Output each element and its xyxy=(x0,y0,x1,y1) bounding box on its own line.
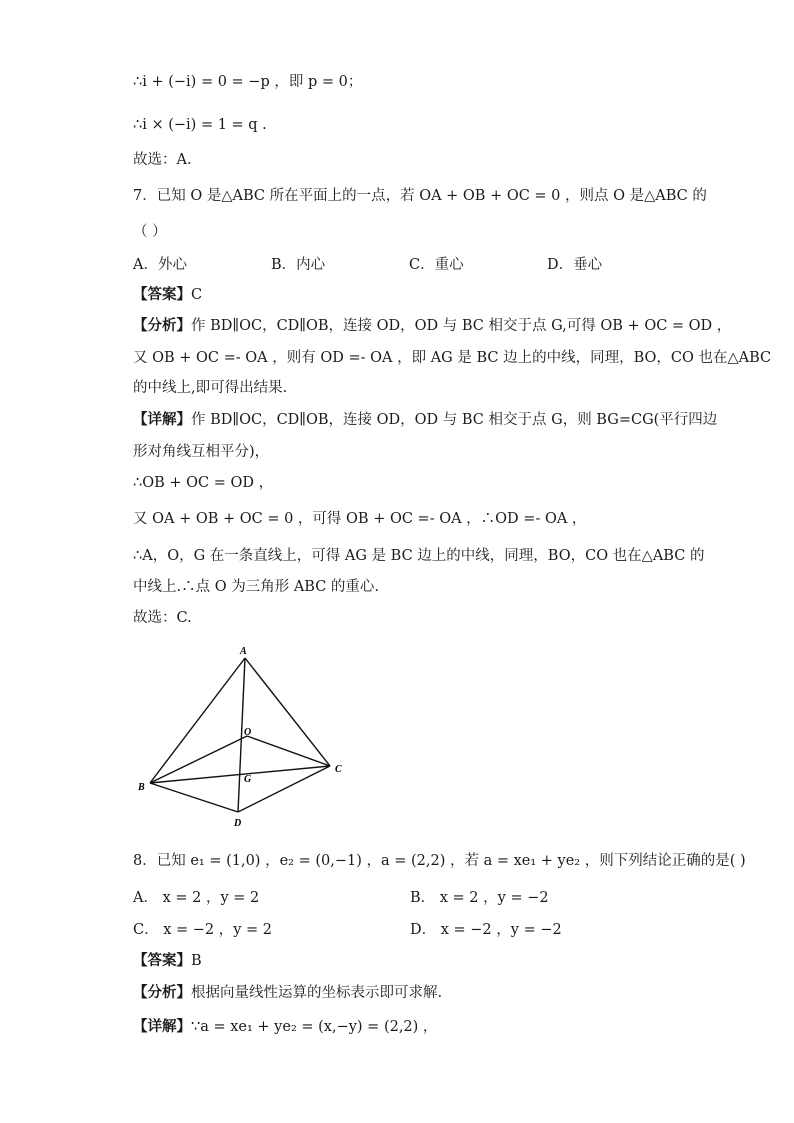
detail-text: ∵a = xe₁ + ye₂ = (x,−y) = (2,2) ， xyxy=(191,1019,438,1035)
text-line: 故选：A. xyxy=(133,152,192,168)
analysis-text: 作 BD∥OC，CD∥OB，连接 OD，OD 与 BC 相交于点 G,可得 OB + OC = OD ， xyxy=(191,318,732,334)
answer-value: B xyxy=(191,953,202,969)
q7-analysis-line: 的中线上,即可得出结果. xyxy=(133,380,288,396)
segment-bd xyxy=(150,783,238,812)
label-g: G xyxy=(244,774,252,785)
detail-tag: 【详解】 xyxy=(133,1019,191,1035)
q7-detail-line: ∴A，O，G 在一条直线上，可得 AG 是 BC 边上的中线，同理，BO，CO 也在△ABC 的 xyxy=(133,548,705,564)
answer-tag: 【答案】 xyxy=(133,953,191,969)
q7-analysis-line xyxy=(133,316,731,336)
edge-ac xyxy=(245,658,330,766)
figure-lines xyxy=(150,658,330,812)
q8-option-b: B． x = 2 ，y = −2 xyxy=(410,890,549,906)
label-b: B xyxy=(138,782,145,793)
triangle-figure xyxy=(130,640,350,835)
q8-detail xyxy=(133,1017,437,1037)
q7-detail-line xyxy=(133,410,717,430)
edge-ab xyxy=(150,658,245,783)
q7-option-b: B．内心 xyxy=(271,257,326,273)
q8-option-c: C． x = −2 ，y = 2 xyxy=(133,922,273,938)
analysis-tag: 【分析】 xyxy=(133,318,191,334)
q7-detail-line: 中线上.∴点 O 为三角形 ABC 的重心. xyxy=(133,579,380,595)
q7-option-a: A．外心 xyxy=(133,257,187,273)
q7-analysis-line: 又 OB + OC =- OA ，则有 OD =- OA ，即 AG 是 BC 边上的中线，同理，BO，CO 也在△ABC xyxy=(133,350,772,366)
q8-option-a: A． x = 2 ，y = 2 xyxy=(133,890,260,906)
answer-tag: 【答案】 xyxy=(133,287,191,303)
question-8-stem: 8．已知 e₁ = (1,0) ，e₂ = (0,−1) ，a = (2,2) ，若 a = xe₁ + ye₂ ，则下列结论正确的是( ) xyxy=(133,853,746,869)
q7-answer xyxy=(133,285,202,305)
text-line: ∴i × (−i) = 1 = q . xyxy=(133,117,267,133)
q7-option-d: D．垂心 xyxy=(547,257,603,273)
q8-answer xyxy=(133,951,202,971)
question-7-bracket: （ ） xyxy=(133,224,167,240)
label-c: C xyxy=(335,764,342,775)
analysis-text: 根据向量线性运算的坐标表示即可求解. xyxy=(191,985,443,1001)
q7-detail-line: 故选：C. xyxy=(133,610,192,626)
q8-option-d: D． x = −2 ，y = −2 xyxy=(410,922,562,938)
label-d: D xyxy=(234,818,242,829)
analysis-tag: 【分析】 xyxy=(133,985,191,1001)
label-a: A xyxy=(240,646,247,657)
detail-text: 作 BD∥OC，CD∥OB，连接 OD，OD 与 BC 相交于点 G，则 BG=CG(平行四边 xyxy=(191,412,718,428)
question-7-stem: 7．已知 O 是△ABC 所在平面上的一点，若 OA + OB + OC = 0 ，则点 O 是△ABC 的 xyxy=(133,188,707,204)
q8-analysis xyxy=(133,983,442,1003)
answer-value: C xyxy=(191,287,203,303)
text-line: ∴i + (−i) = 0 = −p ，即 p = 0； xyxy=(133,74,363,90)
q7-option-c: C．重心 xyxy=(409,257,464,273)
q7-detail-line: 形对角线互相平分)， xyxy=(133,444,270,460)
detail-tag: 【详解】 xyxy=(133,412,191,428)
q7-detail-line: ∴OB + OC = OD ， xyxy=(133,475,274,491)
segment-bo xyxy=(150,736,247,783)
label-o: O xyxy=(244,727,252,738)
q7-detail-line: 又 OA + OB + OC = 0 ，可得 OB + OC =- OA ，∴OD =- OA ， xyxy=(133,511,587,527)
